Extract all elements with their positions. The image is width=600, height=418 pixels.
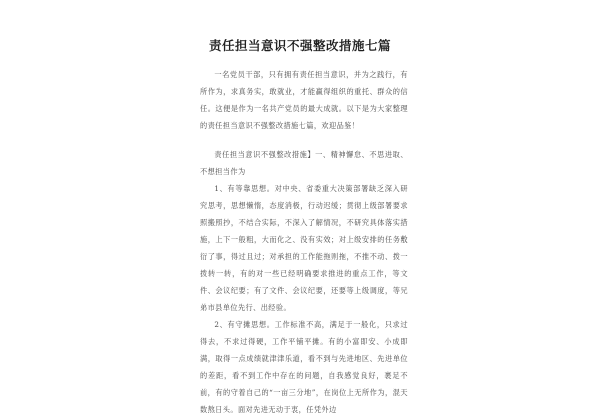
intro-paragraph: 一名党员干部，只有拥有责任担当意识，并为之践行，有所作为，求真务实，敢就业，才能赢得组织的重托、群众的信任。这便是作为一名共产党员的最大成就。以下是为大家整理的责任担当意识不强整改措施七篇，欢迎品鉴！ [200, 70, 408, 130]
document-body [200, 66, 408, 418]
point-2-paragraph: 2、有守摊思想。工作标准不高，满足于一般化，只求过得去，不求过得硬，工作平铺平摊。有的小富即安、小成即满，取得一点成绩就津津乐道，看不到与先进地区、先进单位的差距，看不到工作中存在的问题，自我感觉良好，裹足不前，有的守着自己的“一亩三分地”，在岗位上无所作为，混天数熬日头。面对先进无动于衷，任凭外边 [200, 320, 408, 414]
section-heading: 责任担当意识不强整改措施】一、精神懈怠、不思进取、不想担当作为 [200, 150, 408, 176]
document-title: 责任担当意识不强整改措施七篇 [208, 38, 391, 53]
paragraph-spacer [200, 134, 408, 146]
point-1-paragraph: 1、有等靠思想。对中央、省委重大决策部署缺乏深入研究思考，思想懒惰，态度消极，行动迟缓；贯彻上级部署要求照搬照抄，不结合实际，不深入了解情况，不研究具体落实措施，上下一般粗，大而化之、没有实效；对上级安排的任务敷衍了事，得过且过；对承担的工作能拖则拖，不推不动、拨一拨转一转，有的对一些已经明确要求推进的重点工作，等文件、会议纪要；有了文件、会议纪要，还要等上级调度，等兄弟市县单位先行、出经验。 [200, 184, 408, 312]
